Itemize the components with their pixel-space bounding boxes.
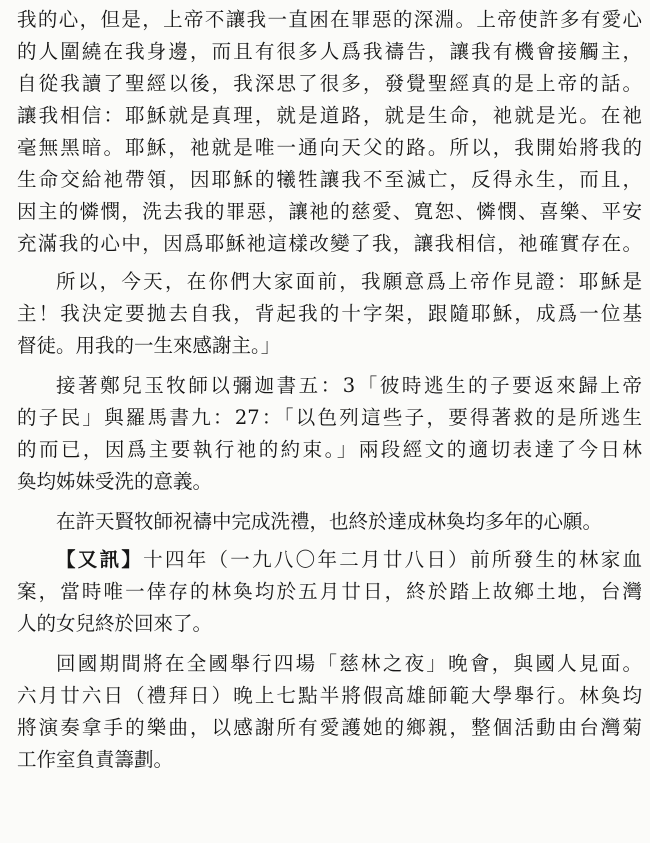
- text-line: [17, 544, 642, 576]
- text-line: 回國期間將在全國舉行四場「慈林之夜」晚會，與國人見面。: [56, 652, 642, 675]
- paragraph-baptism: [17, 506, 642, 538]
- text-line: 接著鄭兒玉牧師以彌迦書五：3「彼時逃生的子要返來歸上帝: [56, 374, 642, 397]
- text-line: 人的女兒終於回來了。: [17, 612, 213, 635]
- text-line: 的子民」與羅馬書九：27：「以色列這些子，要得著救的是所逃生: [17, 406, 642, 429]
- text-line: 案，當時唯一倖存的林奐均於五月廿日，終於踏上故鄉土地，台灣: [17, 580, 642, 603]
- text-line: 毫無黑暗。耶穌，祂就是唯一通向天父的路。所以，我開始將我的: [17, 136, 642, 159]
- text-line: 奐均姊妹受洗的意義。: [17, 470, 213, 493]
- paragraph-news: [17, 544, 642, 640]
- text-line: 在許天賢牧師祝禱中完成洗禮，也終於達成林奐均多年的心願。: [56, 510, 603, 533]
- paragraph-testimony: [17, 4, 642, 260]
- paragraph-event: [17, 648, 642, 776]
- text-line: 所以，今天，在你們大家面前，我願意爲上帝作見證：耶穌是: [56, 270, 642, 293]
- article-body: [17, 4, 642, 776]
- text-line: 的人圍繞在我身邊，而且有很多人爲我禱告，讓我有機會接觸主，: [17, 40, 642, 63]
- text-line: 將演奏拿手的樂曲，以感謝所有愛護她的鄉親，整個活動由台灣菊: [17, 716, 642, 739]
- text-line: 督徒。用我的一生來感謝主。」: [17, 334, 281, 357]
- text-line: 六月廿六日（禮拜日）晚上七點半將假高雄師範大學舉行。林奐均: [17, 684, 642, 707]
- text-line: 充滿我的心中，因爲耶穌祂這樣改變了我，讓我相信，祂確實存在。: [17, 232, 642, 255]
- text-line: 讓我相信：耶穌就是真理，就是道路，就是生命，祂就是光。在祂: [17, 104, 642, 127]
- text-line: 的而已，因爲主要執行祂的約束。」兩段經文的適切表達了今日林: [17, 438, 642, 461]
- news-tag: 【又訊】: [56, 548, 144, 571]
- paragraph-witness: [17, 266, 642, 362]
- text-line: 因主的憐憫，洗去我的罪惡，讓祂的慈愛、寬恕、憐憫、喜樂、平安: [17, 200, 642, 223]
- text-line-body: 十四年（一九八〇年二月廿八日）前所發生的林家血: [143, 548, 642, 571]
- text-line: 主！我決定要拋去自我，背起我的十字架，跟隨耶穌，成爲一位基: [17, 302, 642, 325]
- paragraph-scripture: [17, 370, 642, 498]
- text-line: 生命交給祂帶領，因耶穌的犧牲讓我不至滅亡，反得永生，而且，: [17, 168, 642, 191]
- text-line: 自從我讀了聖經以後，我深思了很多，發覺聖經真的是上帝的話。: [17, 72, 642, 95]
- text-line: 工作室負責籌劃。: [17, 748, 174, 771]
- text-line: 我的心，但是，上帝不讓我一直困在罪惡的深淵。上帝使許多有愛心: [17, 8, 642, 31]
